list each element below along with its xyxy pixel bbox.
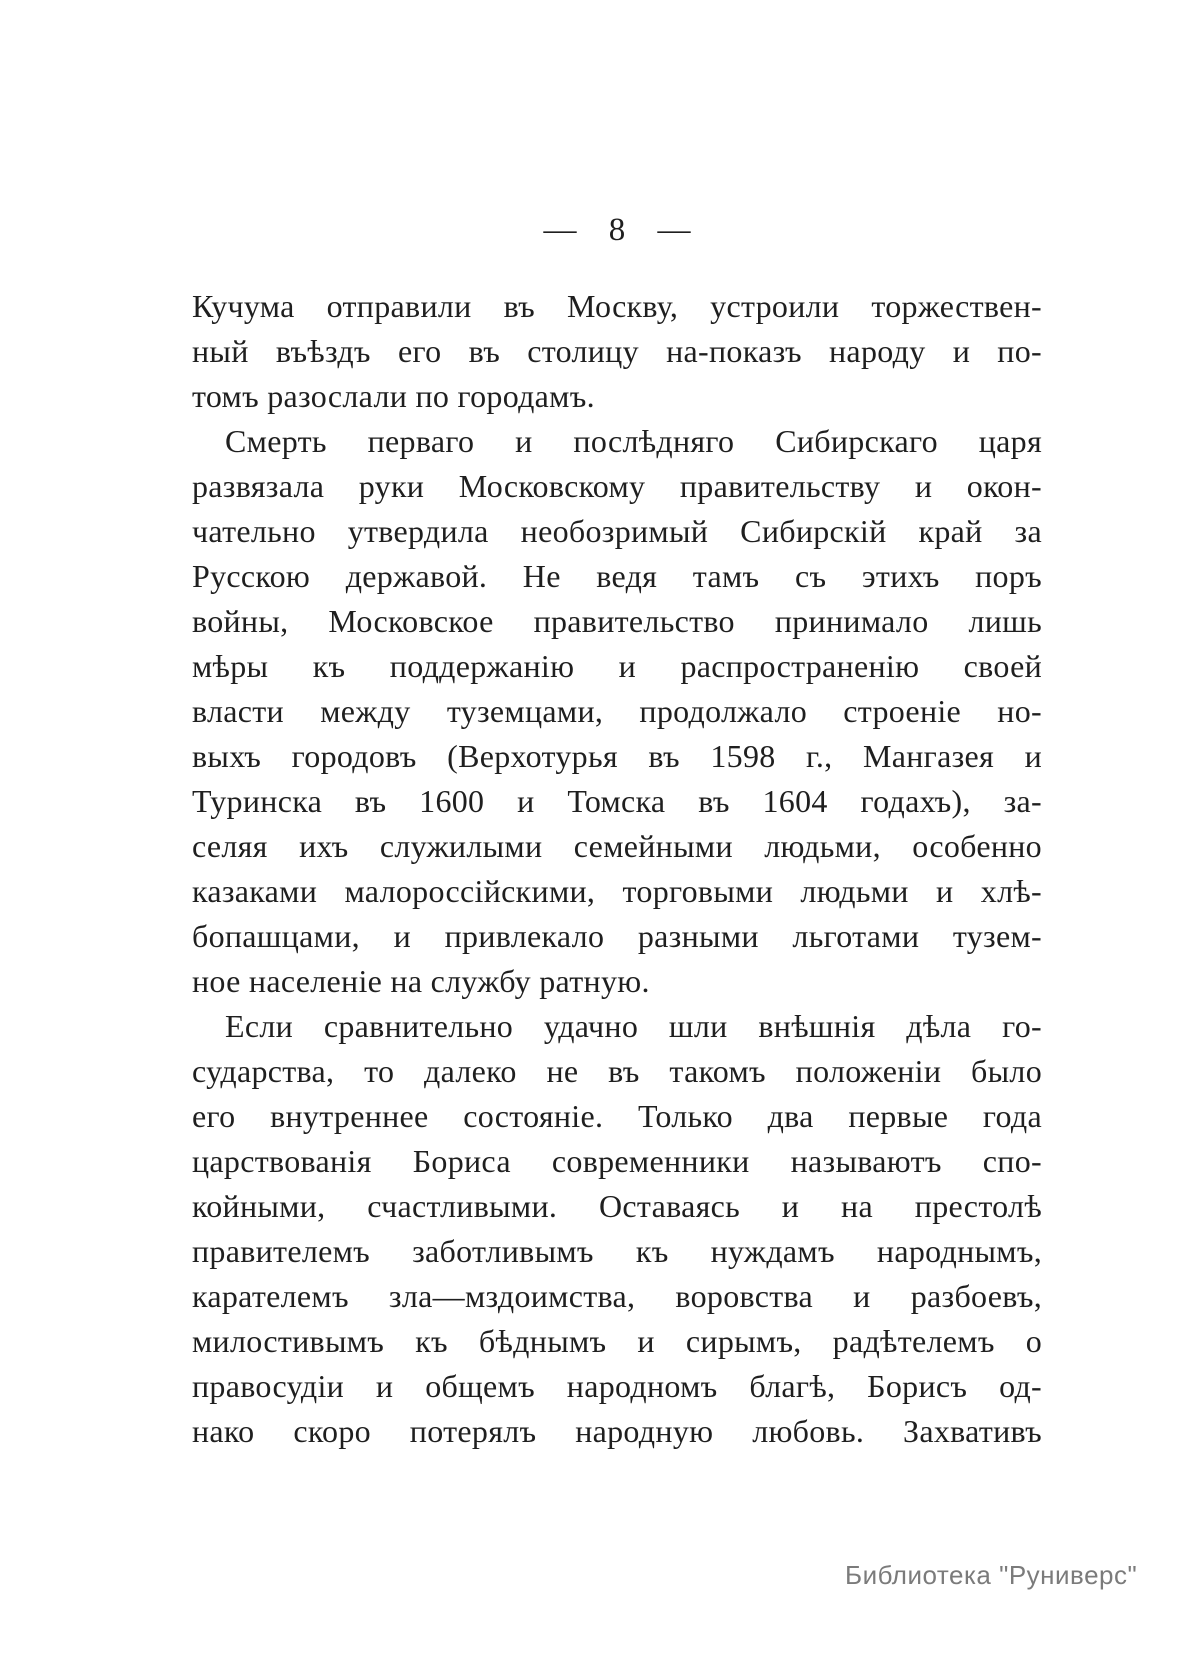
text-block: [192, 284, 1042, 1454]
text-line: ное населеніе на службу ратную.: [192, 963, 650, 999]
text-line: милостивымъ къ бѣднымъ и сирымъ, радѣтелемъ о: [192, 1323, 1042, 1359]
page-number: — 8 —: [543, 212, 691, 248]
text-line: казаками малороссійскими, торговыми людьми и хлѣ-: [192, 873, 1042, 909]
paragraph: [192, 284, 1042, 419]
text-line: царствованія Бориса современники называютъ спо-: [192, 1143, 1042, 1179]
text-line: выхъ городовъ (Верхотурья въ 1598 г., Мангазея и: [192, 738, 1042, 774]
text-line: томъ разослали по городамъ.: [192, 378, 595, 414]
text-line: селяя ихъ служилыми семейными людьми, особенно: [192, 828, 1042, 864]
text-line: Кучума отправили въ Москву, устроили торжествен-: [192, 288, 1042, 324]
text-line: карателемъ зла—мздоимства, воровства и разбоевъ,: [192, 1278, 1042, 1314]
text-line: койными, счастливыми. Оставаясь и на престолѣ: [192, 1188, 1042, 1224]
text-line: правосудіи и общемъ народномъ благѣ, Борисъ од-: [192, 1368, 1042, 1404]
text-line: Русскою державой. Не ведя тамъ съ этихъ поръ: [192, 558, 1042, 594]
text-line: Если сравнительно удачно шли внѣшнія дѣла го-: [225, 1008, 1042, 1044]
text-line: ный въѣздъ его въ столицу на-показъ народу и по-: [192, 333, 1042, 369]
text-line: правителемъ заботливымъ къ нуждамъ народнымъ,: [192, 1233, 1042, 1269]
library-watermark: Библиотека "Руниверс": [845, 1560, 1138, 1590]
text-line: мѣры къ поддержанію и распространенію своей: [192, 648, 1042, 684]
text-line: чательно утвердила необозримый Сибирскій край за: [192, 513, 1042, 549]
text-line: его внутреннее состояніе. Только два первые года: [192, 1098, 1042, 1134]
paragraph: [192, 419, 1042, 1004]
text-line: сударства, то далеко не въ такомъ положеніи было: [192, 1053, 1042, 1089]
text-line: Туринска въ 1600 и Томска въ 1604 годахъ), за-: [192, 783, 1042, 819]
text-line: войны, Московское правительство принимало лишь: [192, 603, 1042, 639]
text-line: нако скоро потерялъ народную любовь. Захвативъ: [192, 1413, 1042, 1449]
text-line: развязала руки Московскому правительству и окон-: [192, 468, 1042, 504]
text-line: бопашцами, и привлекало разными льготами тузем-: [192, 918, 1042, 954]
text-line: Смерть перваго и послѣдняго Сибирскаго царя: [225, 423, 1042, 459]
paragraph: [192, 1004, 1042, 1454]
text-line: власти между туземцами, продолжало строеніе но-: [192, 693, 1042, 729]
